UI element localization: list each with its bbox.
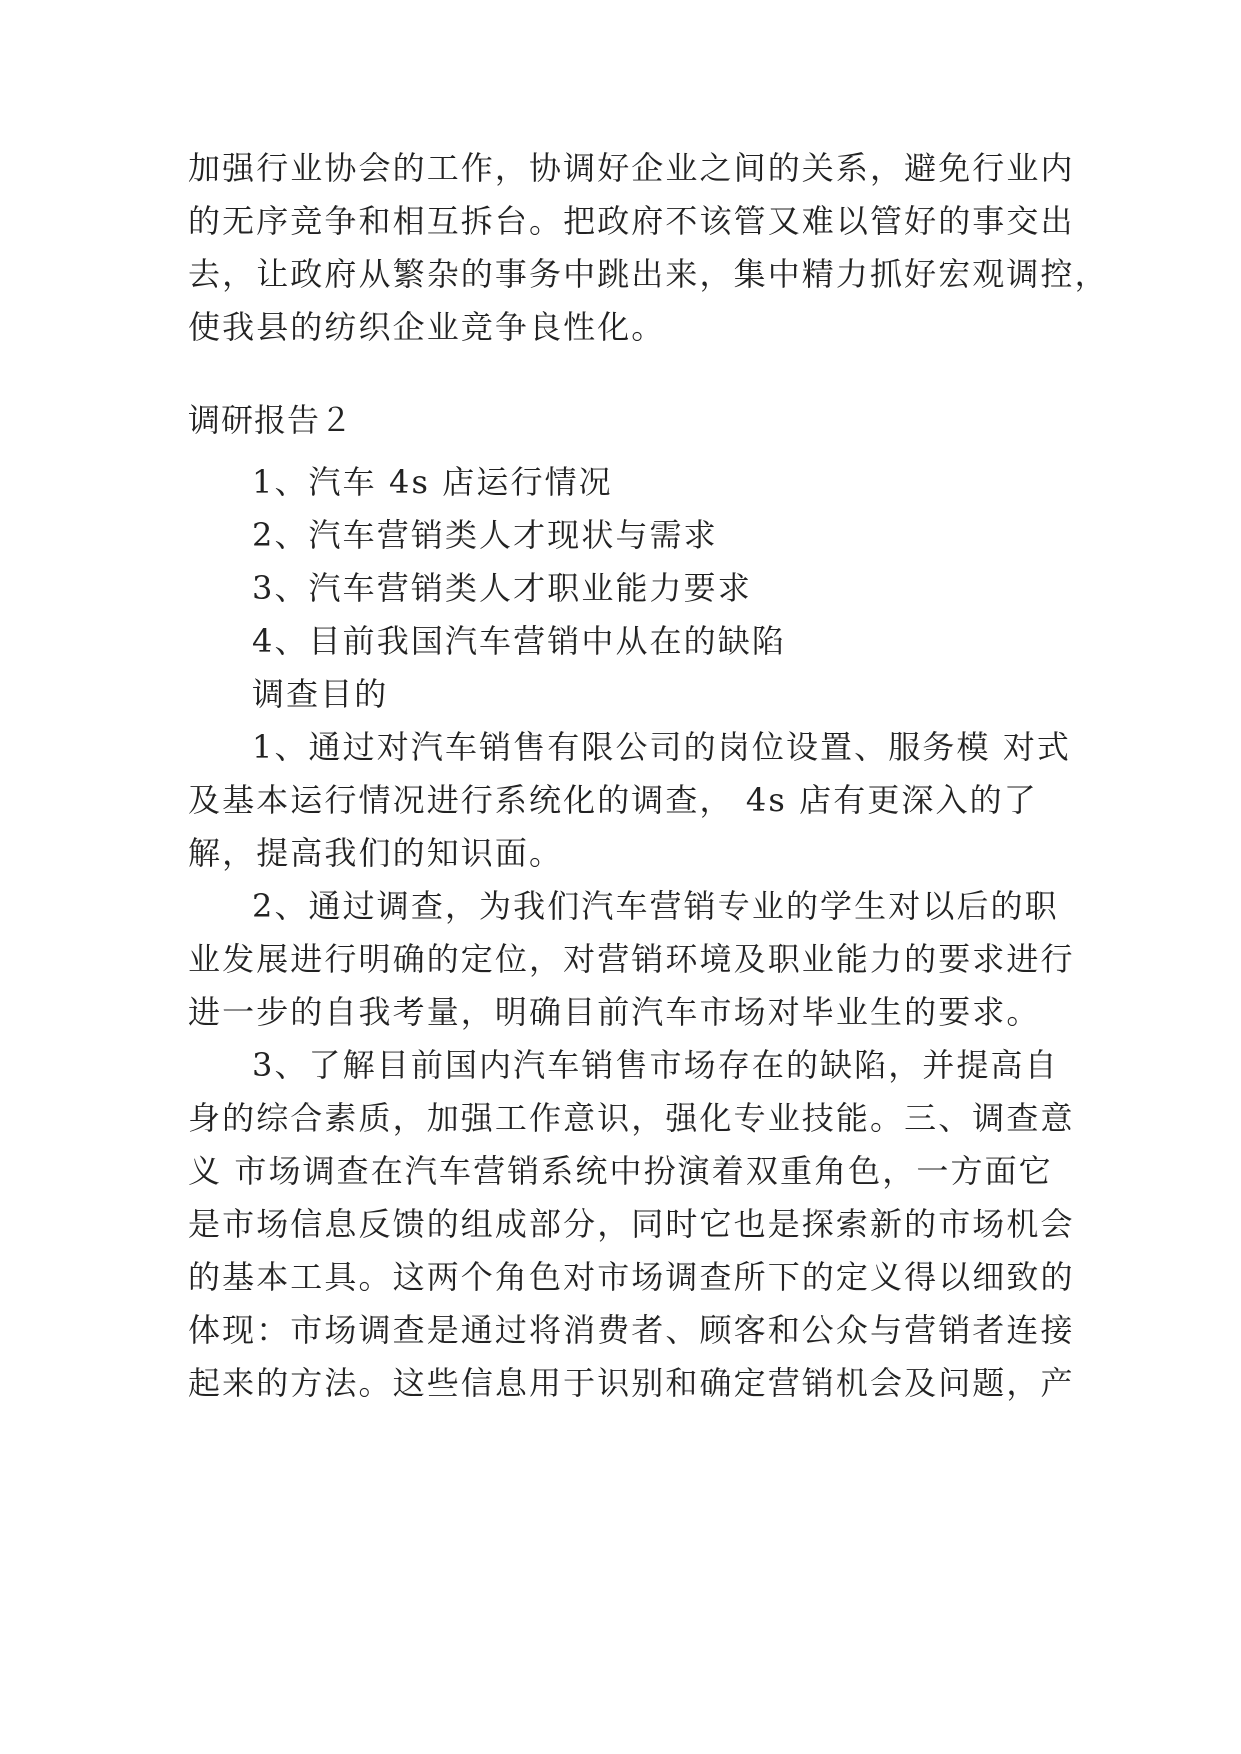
outline-item: 1、汽车 4s 店运行情况	[252, 463, 613, 501]
outline-item: 3、汽车营销类人才职业能力要求	[252, 569, 752, 607]
report-title: 调研报告２	[188, 401, 354, 439]
section-heading: 调查目的	[252, 675, 389, 713]
paragraph-line: 是市场信息反馈的组成部分，同时它也是探索新的市场机会	[188, 1205, 1075, 1243]
paragraph-line: 去，让政府从繁杂的事务中跳出来，集中精力抓好宏观调控，	[188, 255, 1109, 293]
outline-item: 4、目前我国汽车营销中从在的缺陷	[252, 622, 786, 660]
paragraph-line: 业发展进行明确的定位，对营销环境及职业能力的要求进行	[188, 940, 1075, 978]
paragraph-line: 解，提高我们的知识面。	[188, 834, 564, 872]
paragraph-line: 加强行业协会的工作，协调好企业之间的关系，避免行业内	[188, 149, 1075, 187]
paragraph-line: 的无序竞争和相互拆台。把政府不该管又难以管好的事交出	[188, 202, 1075, 240]
paragraph-line: 及基本运行情况进行系统化的调查， 4s 店有更深入的了	[188, 781, 1038, 819]
paragraph-line: 义 市场调查在汽车营销系统中扮演着双重角色，一方面它	[188, 1152, 1053, 1190]
paragraph-line: 使我县的纺织企业竞争良性化。	[188, 308, 666, 346]
outline-item: 2、汽车营销类人才现状与需求	[252, 516, 718, 554]
paragraph-line: 1、通过对汽车销售有限公司的岗位设置、服务模 对式	[252, 728, 1072, 766]
paragraph-line: 起来的方法。这些信息用于识别和确定营销机会及问题，产	[188, 1364, 1075, 1402]
paragraph-line: 进一步的自我考量，明确目前汽车市场对毕业生的要求。	[188, 993, 1041, 1031]
paragraph-line: 身的综合素质，加强工作意识，强化专业技能。三、调查意	[188, 1099, 1075, 1137]
paragraph-line: 的基本工具。这两个角色对市场调查所下的定义得以细致的	[188, 1258, 1075, 1296]
paragraph-line: 3、了解目前国内汽车销售市场存在的缺陷，并提高自	[252, 1046, 1059, 1084]
paragraph-line: 体现：市场调查是通过将消费者、顾客和公众与营销者连接	[188, 1311, 1075, 1349]
paragraph-line: 2、通过调查，为我们汽车营销专业的学生对以后的职	[252, 887, 1059, 925]
